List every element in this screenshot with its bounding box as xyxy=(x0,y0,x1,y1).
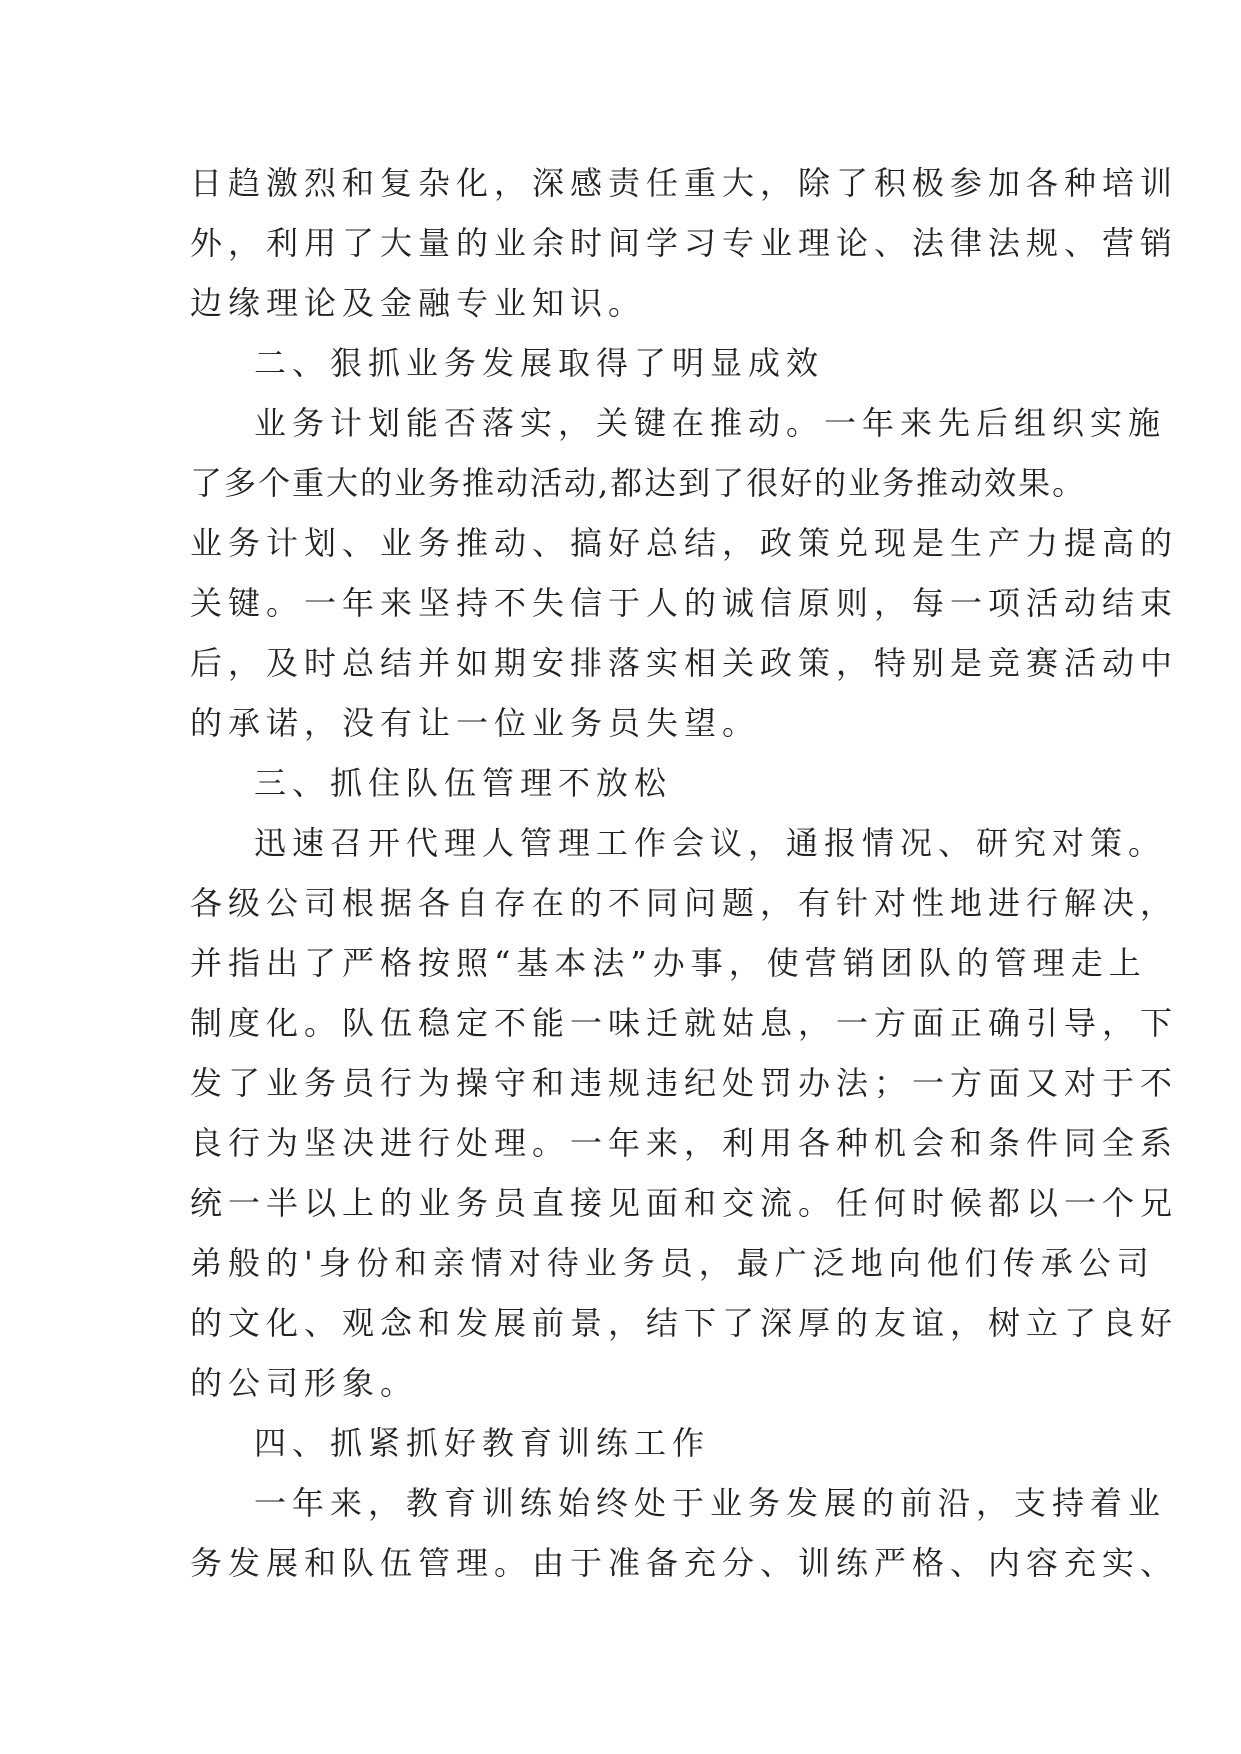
body-line: 一年来，教育训练始终处于业务发展的前沿，支持着业 xyxy=(254,1484,1167,1522)
section-heading: 四、抓紧抓好教育训练工作 xyxy=(254,1424,711,1462)
body-line: 弟般的'身份和亲情对待业务员，最广泛地向他们传承公司 xyxy=(190,1244,1155,1282)
body-line: 了多个重大的业务推动活动,都达到了很好的业务推动效果。 xyxy=(190,464,1087,502)
body-line: 边缘理论及金融专业知识。 xyxy=(190,284,647,322)
document-body xyxy=(190,153,1179,1593)
body-line: 制度化。队伍稳定不能一味迁就姑息，一方面正确引导，下 xyxy=(190,1004,1179,1042)
body-line: 发了业务员行为操守和违规违纪处罚办法；一方面又对于不 xyxy=(190,1064,1179,1102)
body-line: 外，利用了大量的业余时间学习专业理论、法律法规、营销 xyxy=(190,224,1179,262)
body-line: 的承诺，没有让一位业务员失望。 xyxy=(190,704,761,742)
body-line: 务发展和队伍管理。由于准备充分、训练严格、内容充实、 xyxy=(190,1544,1179,1582)
body-line: 良行为坚决进行处理。一年来，利用各种机会和条件同全系 xyxy=(190,1124,1179,1162)
body-line: 各级公司根据各自存在的不同问题，有针对性地进行解决， xyxy=(190,884,1179,922)
section-heading: 三、抓住队伍管理不放松 xyxy=(254,764,673,802)
body-line: 统一半以上的业务员直接见面和交流。任何时候都以一个兄 xyxy=(190,1184,1179,1222)
body-line: 后，及时总结并如期安排落实相关政策，特别是竞赛活动中 xyxy=(190,644,1179,682)
body-line: 业务计划能否落实，关键在推动。一年来先后组织实施 xyxy=(254,404,1167,442)
body-line: 业务计划、业务推动、搞好总结，政策兑现是生产力提高的 xyxy=(190,524,1179,562)
body-line: 并指出了严格按照“基本法”办事，使营销团队的管理走上 xyxy=(190,944,1147,982)
body-line: 的公司形象。 xyxy=(190,1364,419,1402)
body-line: 关键。一年来坚持不失信于人的诚信原则，每一项活动结束 xyxy=(190,584,1179,622)
body-line: 的文化、观念和发展前景，结下了深厚的友谊，树立了良好 xyxy=(190,1304,1179,1342)
body-line: 迅速召开代理人管理工作会议，通报情况、研究对策。 xyxy=(254,824,1167,862)
section-heading: 二、狠抓业务发展取得了明显成效 xyxy=(254,344,825,382)
body-line: 日趋激烈和复杂化，深感责任重大，除了积极参加各种培训 xyxy=(190,164,1179,202)
